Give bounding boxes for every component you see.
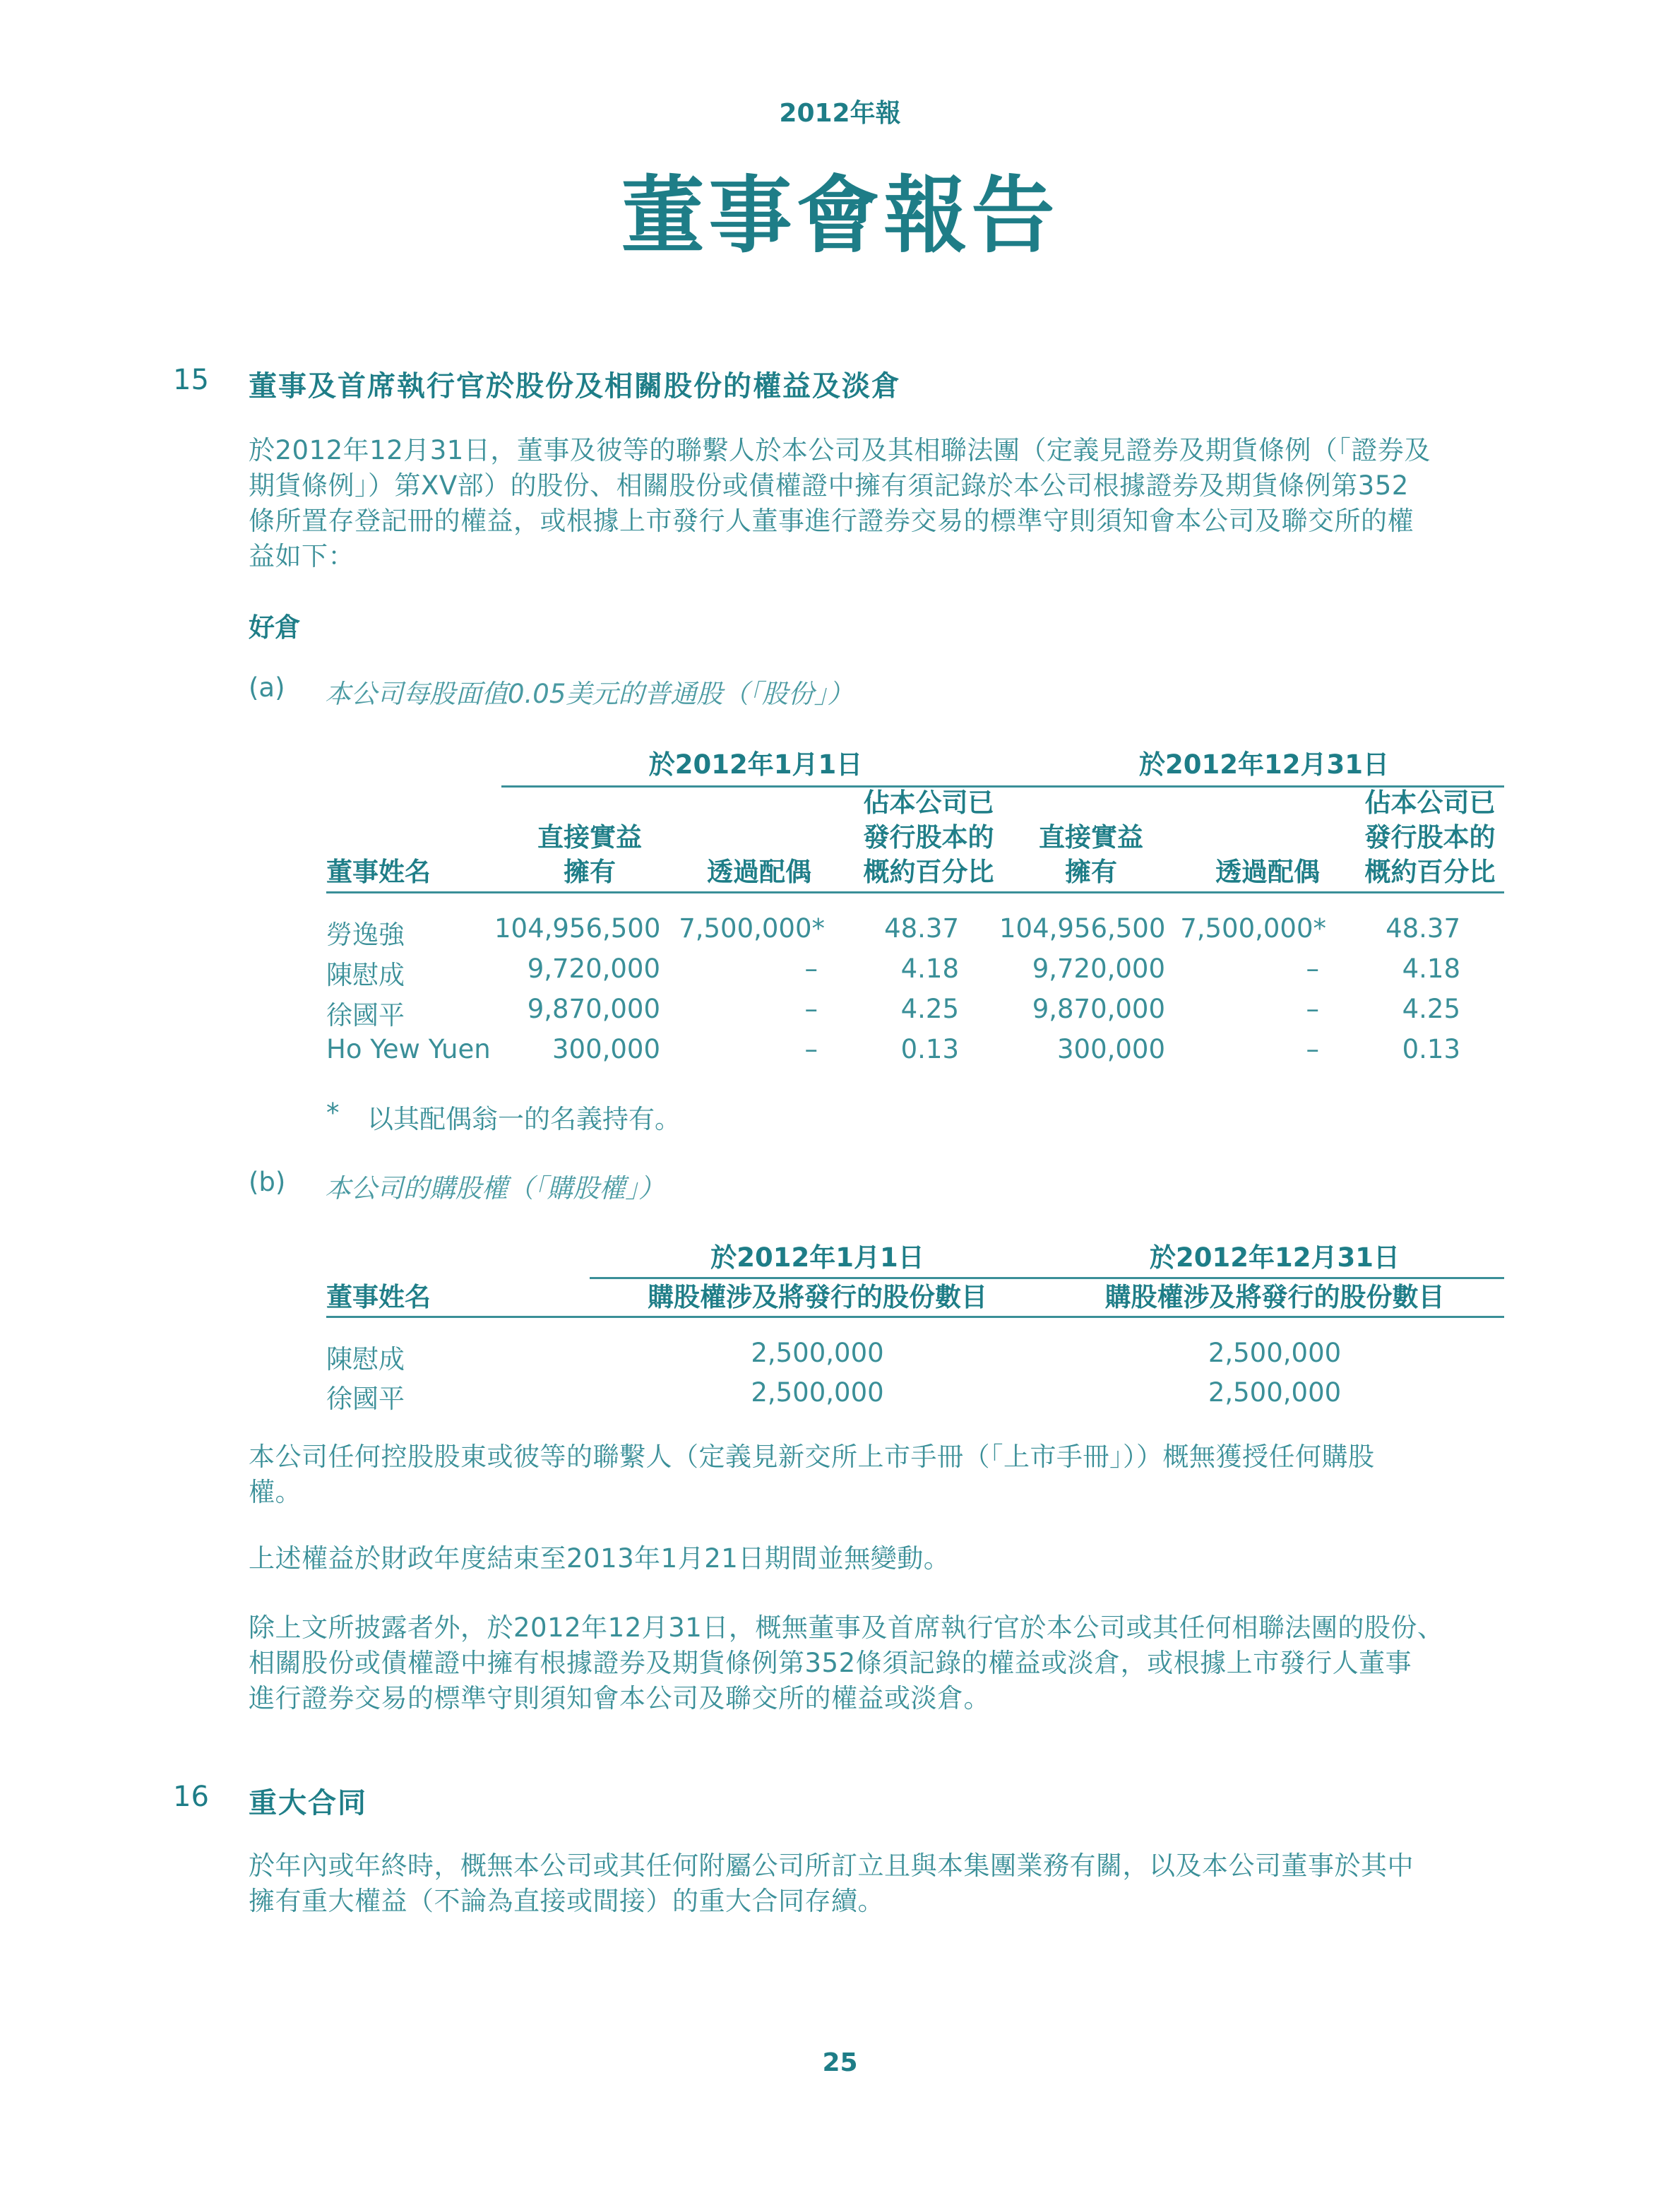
page-number: 25 [822,2048,858,2077]
percentage-2012-01-01: 0.13 [900,1034,959,1064]
table-a-col-pct-2 [1349,785,1511,889]
paragraph-line: 進行證券交易的標準守則須知會本公司及聯交所的權益或淡倉。 [249,1683,990,1713]
table-a-col-pct-1 [847,785,1010,889]
paragraph-line: 本公司任何控股股東或彼等的聯繫人（定義見新交所上市手冊（「上市手冊」））概無獲授任何購股 [249,1442,1375,1472]
director-name: 勞逸強 [326,920,405,950]
paragraph-no-change: 上述權益於財政年度結束至2013年1月21日期間並無變動。 [249,1543,951,1574]
director-name: 徐國平 [326,1384,405,1414]
direct-holding-2012-12-31: 9,720,000 [1032,954,1165,984]
item-b-label: (b) [249,1167,286,1197]
director-name: 陳慰成 [326,1344,405,1374]
percentage-2012-12-31: 4.18 [1402,954,1460,984]
long-position-heading: 好倉 [249,612,301,643]
paragraph-line: 權。 [249,1477,302,1507]
direct-holding-2012-12-31: 9,870,000 [1032,994,1165,1024]
header-line: 直接實益 [537,822,642,853]
director-name: 陳慰成 [326,960,405,990]
intro-line: 於2012年12月31日，董事及彼等的聯繫人於本公司及其相聯法團（定義見證券及期貨條例（「證券及 [249,435,1431,465]
intro-line: 條所置存登記冊的權益，或根據上市發行人董事進行證券交易的標準守則須知會本公司及聯交所的權 [249,506,1414,536]
director-name: Ho Yew Yuen [326,1034,491,1064]
director-name: 徐國平 [326,1000,405,1030]
table-b-period-1: 於2012年1月1日 [710,1242,924,1273]
table-a-col-spouse-1: 透過配偶 [707,857,811,887]
report-year: 2012年報 [779,99,901,128]
table-a-col-name: 董事姓名 [326,857,431,887]
spouse-holding-2012-12-31: – [1306,1034,1319,1064]
table-b-period-rule [590,1277,1504,1279]
header-line: 佔本公司已 [863,788,994,818]
direct-holding-2012-01-01: 9,870,000 [527,994,660,1024]
options-2012-01-01: 2,500,000 [751,1377,884,1408]
intro-line: 益如下： [249,541,355,571]
section-15-number: 15 [173,364,209,396]
table-b-col-name: 董事姓名 [326,1282,431,1312]
paragraph-line: 擁有重大權益（不論為直接或間接）的重大合同存續。 [249,1886,884,1916]
paragraph-line: 除上文所披露者外，於2012年12月31日，概無董事及首席執行官於本公司或其任何相聯法團的股份、 [249,1612,1444,1643]
percentage-2012-12-31: 48.37 [1386,913,1460,944]
direct-holding-2012-12-31: 300,000 [1056,1034,1165,1064]
percentage-2012-01-01: 48.37 [884,913,959,944]
direct-holding-2012-01-01: 104,956,500 [494,913,661,944]
section-16-number: 16 [173,1781,209,1813]
percentage-2012-12-31: 0.13 [1402,1034,1460,1064]
spouse-holding-2012-01-01: – [804,1034,818,1064]
table-a-period-1: 於2012年1月1日 [648,749,863,780]
intro-line: 期貨條例」）第XV部）的股份、相關股份或債權證中擁有須記錄於本公司根據證券及期貨條例第352 [249,470,1409,501]
header-line: 佔本公司已 [1364,788,1496,818]
spouse-holding-2012-01-01: 7,500,000* [679,913,825,944]
paragraph-line: 於年內或年終時，概無本公司或其任何附屬公司所訂立且與本集團業務有關，以及本公司董事於其中 [249,1851,1414,1881]
table-a-col-direct-1 [516,820,664,889]
table-b-period-2: 於2012年12月31日 [1150,1242,1400,1273]
direct-holding-2012-01-01: 9,720,000 [527,954,660,984]
options-2012-01-01: 2,500,000 [751,1338,884,1368]
paragraph-controlling-shareholders [249,1439,1506,1510]
item-a-title: 本公司每股面值0.05美元的普通股（「股份」） [325,679,854,709]
section-15-title: 董事及首席執行官於股份及相關股份的權益及淡倉 [249,370,901,403]
percentage-2012-01-01: 4.25 [900,994,959,1024]
header-line: 擁有 [1065,857,1117,887]
item-a-label: (a) [249,672,285,703]
section-16-paragraph [249,1848,1506,1919]
header-line: 發行股本的 [863,822,994,853]
section-16-title: 重大合同 [249,1787,367,1819]
section-15-intro [249,433,1506,574]
options-2012-12-31: 2,500,000 [1208,1338,1342,1368]
paragraph-line: 相關股份或債權證中擁有根據證券及期貨條例第352條須記錄的權益或淡倉，或根據上市發行人董事 [249,1648,1412,1678]
direct-holding-2012-12-31: 104,956,500 [999,913,1166,944]
table-b-col-options-2: 購股權涉及將發行的股份數目 [1104,1282,1445,1312]
table-b-header-rule [326,1316,1504,1318]
percentage-2012-01-01: 4.18 [900,954,959,984]
options-2012-12-31: 2,500,000 [1208,1377,1342,1408]
item-b-title: 本公司的購股權（「購股權」） [325,1173,665,1204]
percentage-2012-12-31: 4.25 [1402,994,1460,1024]
header-line: 發行股本的 [1364,822,1496,853]
spouse-holding-2012-12-31: 7,500,000* [1180,913,1326,944]
direct-holding-2012-01-01: 300,000 [552,1034,660,1064]
header-line: 擁有 [564,857,616,887]
footnote-mark: * [326,1098,340,1128]
table-a-col-spouse-2: 透過配偶 [1215,857,1320,887]
table-a-header-rule [326,891,1504,893]
paragraph-save-as-disclosed [249,1610,1506,1716]
page-title: 董事會報告 [621,167,1059,264]
spouse-holding-2012-12-31: – [1306,994,1319,1024]
header-line: 直接實益 [1039,822,1143,853]
spouse-holding-2012-01-01: – [804,954,818,984]
table-a-col-direct-2 [1017,820,1165,889]
header-line: 概約百分比 [863,857,994,887]
spouse-holding-2012-12-31: – [1306,954,1319,984]
table-b-col-options-1: 購股權涉及將發行的股份數目 [648,1282,987,1312]
footnote-text: 以其配偶翁一的名義持有。 [367,1104,681,1134]
spouse-holding-2012-01-01: – [804,994,818,1024]
table-a-period-2: 於2012年12月31日 [1139,749,1389,780]
header-line: 概約百分比 [1364,857,1496,887]
